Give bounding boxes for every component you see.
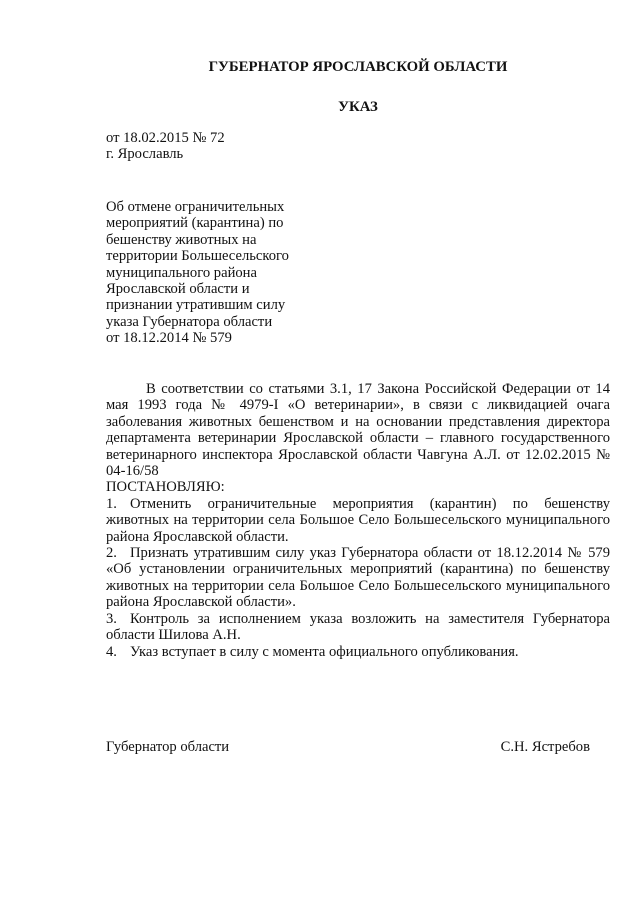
preamble-paragraph: В соответствии со статьями 3.1, 17 Закона Российской Федерации от 14 мая 1993 года № 4979-I «О ветеринарии», в связи с ликвидацией очага заболевания животных бешенством и на основании представления директора департамента ветеринарии Ярославской области – главного государственного ветеринарного инспектора Ярославской области Чавгуна А.Л. от 12.02.2015 № 04-16/58 — [106, 381, 610, 480]
clause-text: Признать утратившим силу указ Губернатора области от 18.12.2014 № 579 «Об установлении ограничительных мероприятий (карантина) по бешенству животных на территории села Большое Село Большесельского муниципального района Ярославской области». — [106, 545, 610, 611]
subject-line: указа Губернатора области — [106, 313, 273, 330]
clause-number: 3. — [106, 610, 117, 627]
document-type-heading: УКАЗ — [338, 99, 378, 115]
subject-line: мероприятий (карантина) по — [106, 215, 284, 232]
signatory-position: Губернатор области — [106, 739, 230, 755]
subject-line: Ярославской области и — [106, 281, 250, 298]
clause-number: 1. — [106, 495, 117, 512]
issue-city: г. Ярославль — [106, 146, 184, 163]
subject-line: Об отмене ограничительных — [106, 199, 285, 215]
subject-line: от 18.12.2014 № 579 — [106, 330, 232, 347]
subject-line: муниципального района — [106, 264, 257, 281]
clause-text: Указ вступает в силу с момента официального опубликования. — [130, 643, 519, 660]
document-subject — [106, 199, 306, 347]
clause-number: 4. — [106, 643, 117, 660]
clause-4 — [106, 644, 610, 660]
date-and-number: от 18.02.2015 № 72 — [106, 130, 225, 146]
clause-3 — [106, 611, 610, 644]
subject-line: бешенству животных на — [106, 231, 257, 248]
subject-line: признании утратившим силу — [106, 297, 286, 314]
clause-text: Контроль за исполнением указа возложить на заместителя Губернатора области Шилова А.Н. — [106, 610, 610, 644]
clause-text: Отменить ограничительные мероприятия (карантин) по бешенству животных на территории села Большое Село Большесельского муниципального района Ярославской области. — [106, 495, 610, 545]
subject-line: территории Большесельского — [106, 248, 289, 265]
decree-keyword: ПОСТАНОВЛЯЮ: — [106, 479, 225, 496]
document-meta — [106, 130, 225, 163]
document-body — [106, 381, 610, 660]
signatory-name: С.Н. Ястребов — [500, 739, 590, 755]
clause-2 — [106, 545, 610, 611]
issuer-heading: ГУБЕРНАТОР ЯРОСЛАВСКОЙ ОБЛАСТИ — [208, 59, 508, 75]
clause-number: 2. — [106, 545, 117, 562]
clause-1 — [106, 496, 610, 545]
